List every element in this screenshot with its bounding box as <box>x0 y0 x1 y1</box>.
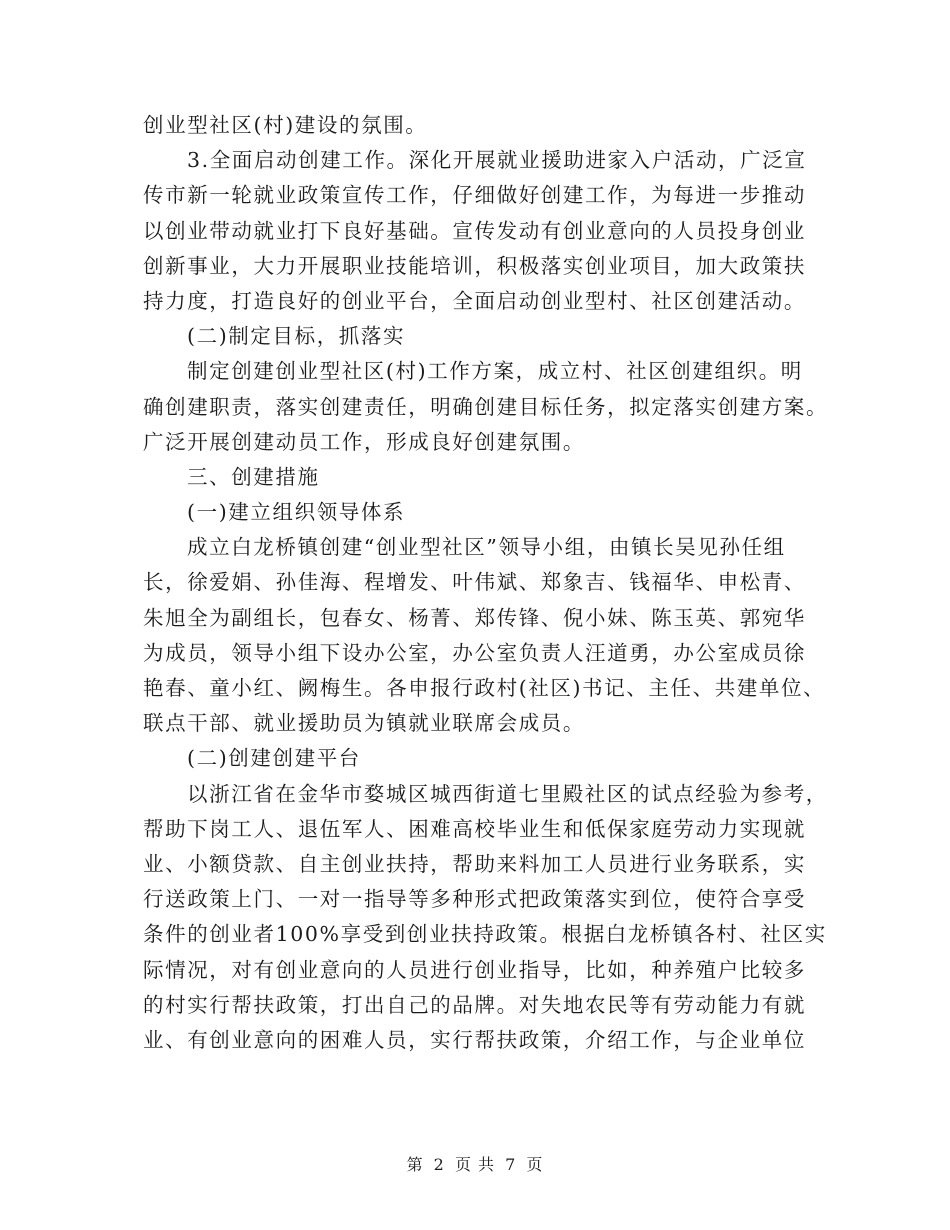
footer-current-page: 2 <box>433 1155 445 1174</box>
text-line: 以浙江省在金华市婺城区城西街道七里殿社区的试点经验为参考， <box>187 781 828 806</box>
text-line: 帮助下岗工人、退伍军人、困难高校毕业生和低保家庭劳动力实现就 <box>143 816 806 841</box>
document-body <box>143 108 829 1058</box>
text-line: 艳春、童小红、阙梅生。各申报行政村(社区)书记、主任、共建单位、 <box>143 676 826 700</box>
footer-suffix: 页 <box>526 1155 544 1174</box>
text-line: 3.全面启动创建工作。深化开展就业援助进家入户活动，广泛宣 <box>187 148 807 173</box>
text-line: 为成员，领导小组下设办公室，办公室负责人汪道勇，办公室成员徐 <box>143 640 806 665</box>
text-line: 际情况，对有创业意向的人员进行创业指导，比如，种养殖户比较多 <box>143 957 806 982</box>
text-line: 业、小额贷款、自主创业扶持，帮助来料加工人员进行业务联系，实 <box>143 851 806 876</box>
text-line: (二)创建创建平台 <box>187 746 361 771</box>
text-line: 制定创建创业型社区(村)工作方案，成立村、社区创建组织。明 <box>187 359 803 384</box>
footer-middle: 页 共 <box>454 1155 496 1174</box>
text-line: (一)建立组织领导体系 <box>187 500 406 525</box>
text-line: 创业型社区(村)建设的氛围。 <box>143 113 428 137</box>
footer-prefix: 第 <box>406 1155 424 1174</box>
text-line: 的村实行帮扶政策，打出自己的品牌。对失地农民等有劳动能力有就 <box>143 992 806 1017</box>
text-line: 以创业带动就业打下良好基础。宣传发动有创业意向的人员投身创业 <box>143 218 806 243</box>
text-line: 创新事业，大力开展职业技能培训，积极落实创业项目，加大政策扶 <box>143 253 806 278</box>
text-line: 联点干部、就业援助员为镇就业联席会成员。 <box>143 711 585 736</box>
text-line: 确创建职责，落实创建责任，明确创建目标任务，拟定落实创建方案。 <box>143 394 829 419</box>
text-line: 广泛开展创建动员工作，形成良好创建氛围。 <box>143 429 585 454</box>
text-line: 行送政策上门、一对一指导等多种形式把政策落实到位，使符合享受 <box>143 887 806 912</box>
footer-total-pages: 7 <box>505 1155 517 1174</box>
text-line: 业、有创业意向的困难人员，实行帮扶政策，介绍工作，与企业单位 <box>143 1027 806 1052</box>
text-line: 长，徐爱娟、孙佳海、程增发、叶伟斌、郑象吉、钱福华、申松青、 <box>143 570 806 595</box>
text-line: 朱旭全为副组长，包春女、杨菁、郑传锋、倪小妹、陈玉英、郭宛华 <box>143 605 806 630</box>
text-line: 持力度，打造良好的创业平台，全面启动创业型村、社区创建活动。 <box>143 288 806 313</box>
text-line: 传市新一轮就业政策宣传工作，仔细做好创建工作，为每进一步推动 <box>143 183 806 208</box>
text-line: 成立白龙桥镇创建“创业型社区”领导小组，由镇长吴见孙任组 <box>187 535 786 560</box>
page-footer <box>0 1152 950 1175</box>
text-line: 三、创建措施 <box>187 464 320 489</box>
text-line: (二)制定目标，抓落实 <box>187 324 406 349</box>
text-line: 条件的创业者100%享受到创业扶持政策。根据白龙桥镇各村、社区实 <box>143 922 827 947</box>
